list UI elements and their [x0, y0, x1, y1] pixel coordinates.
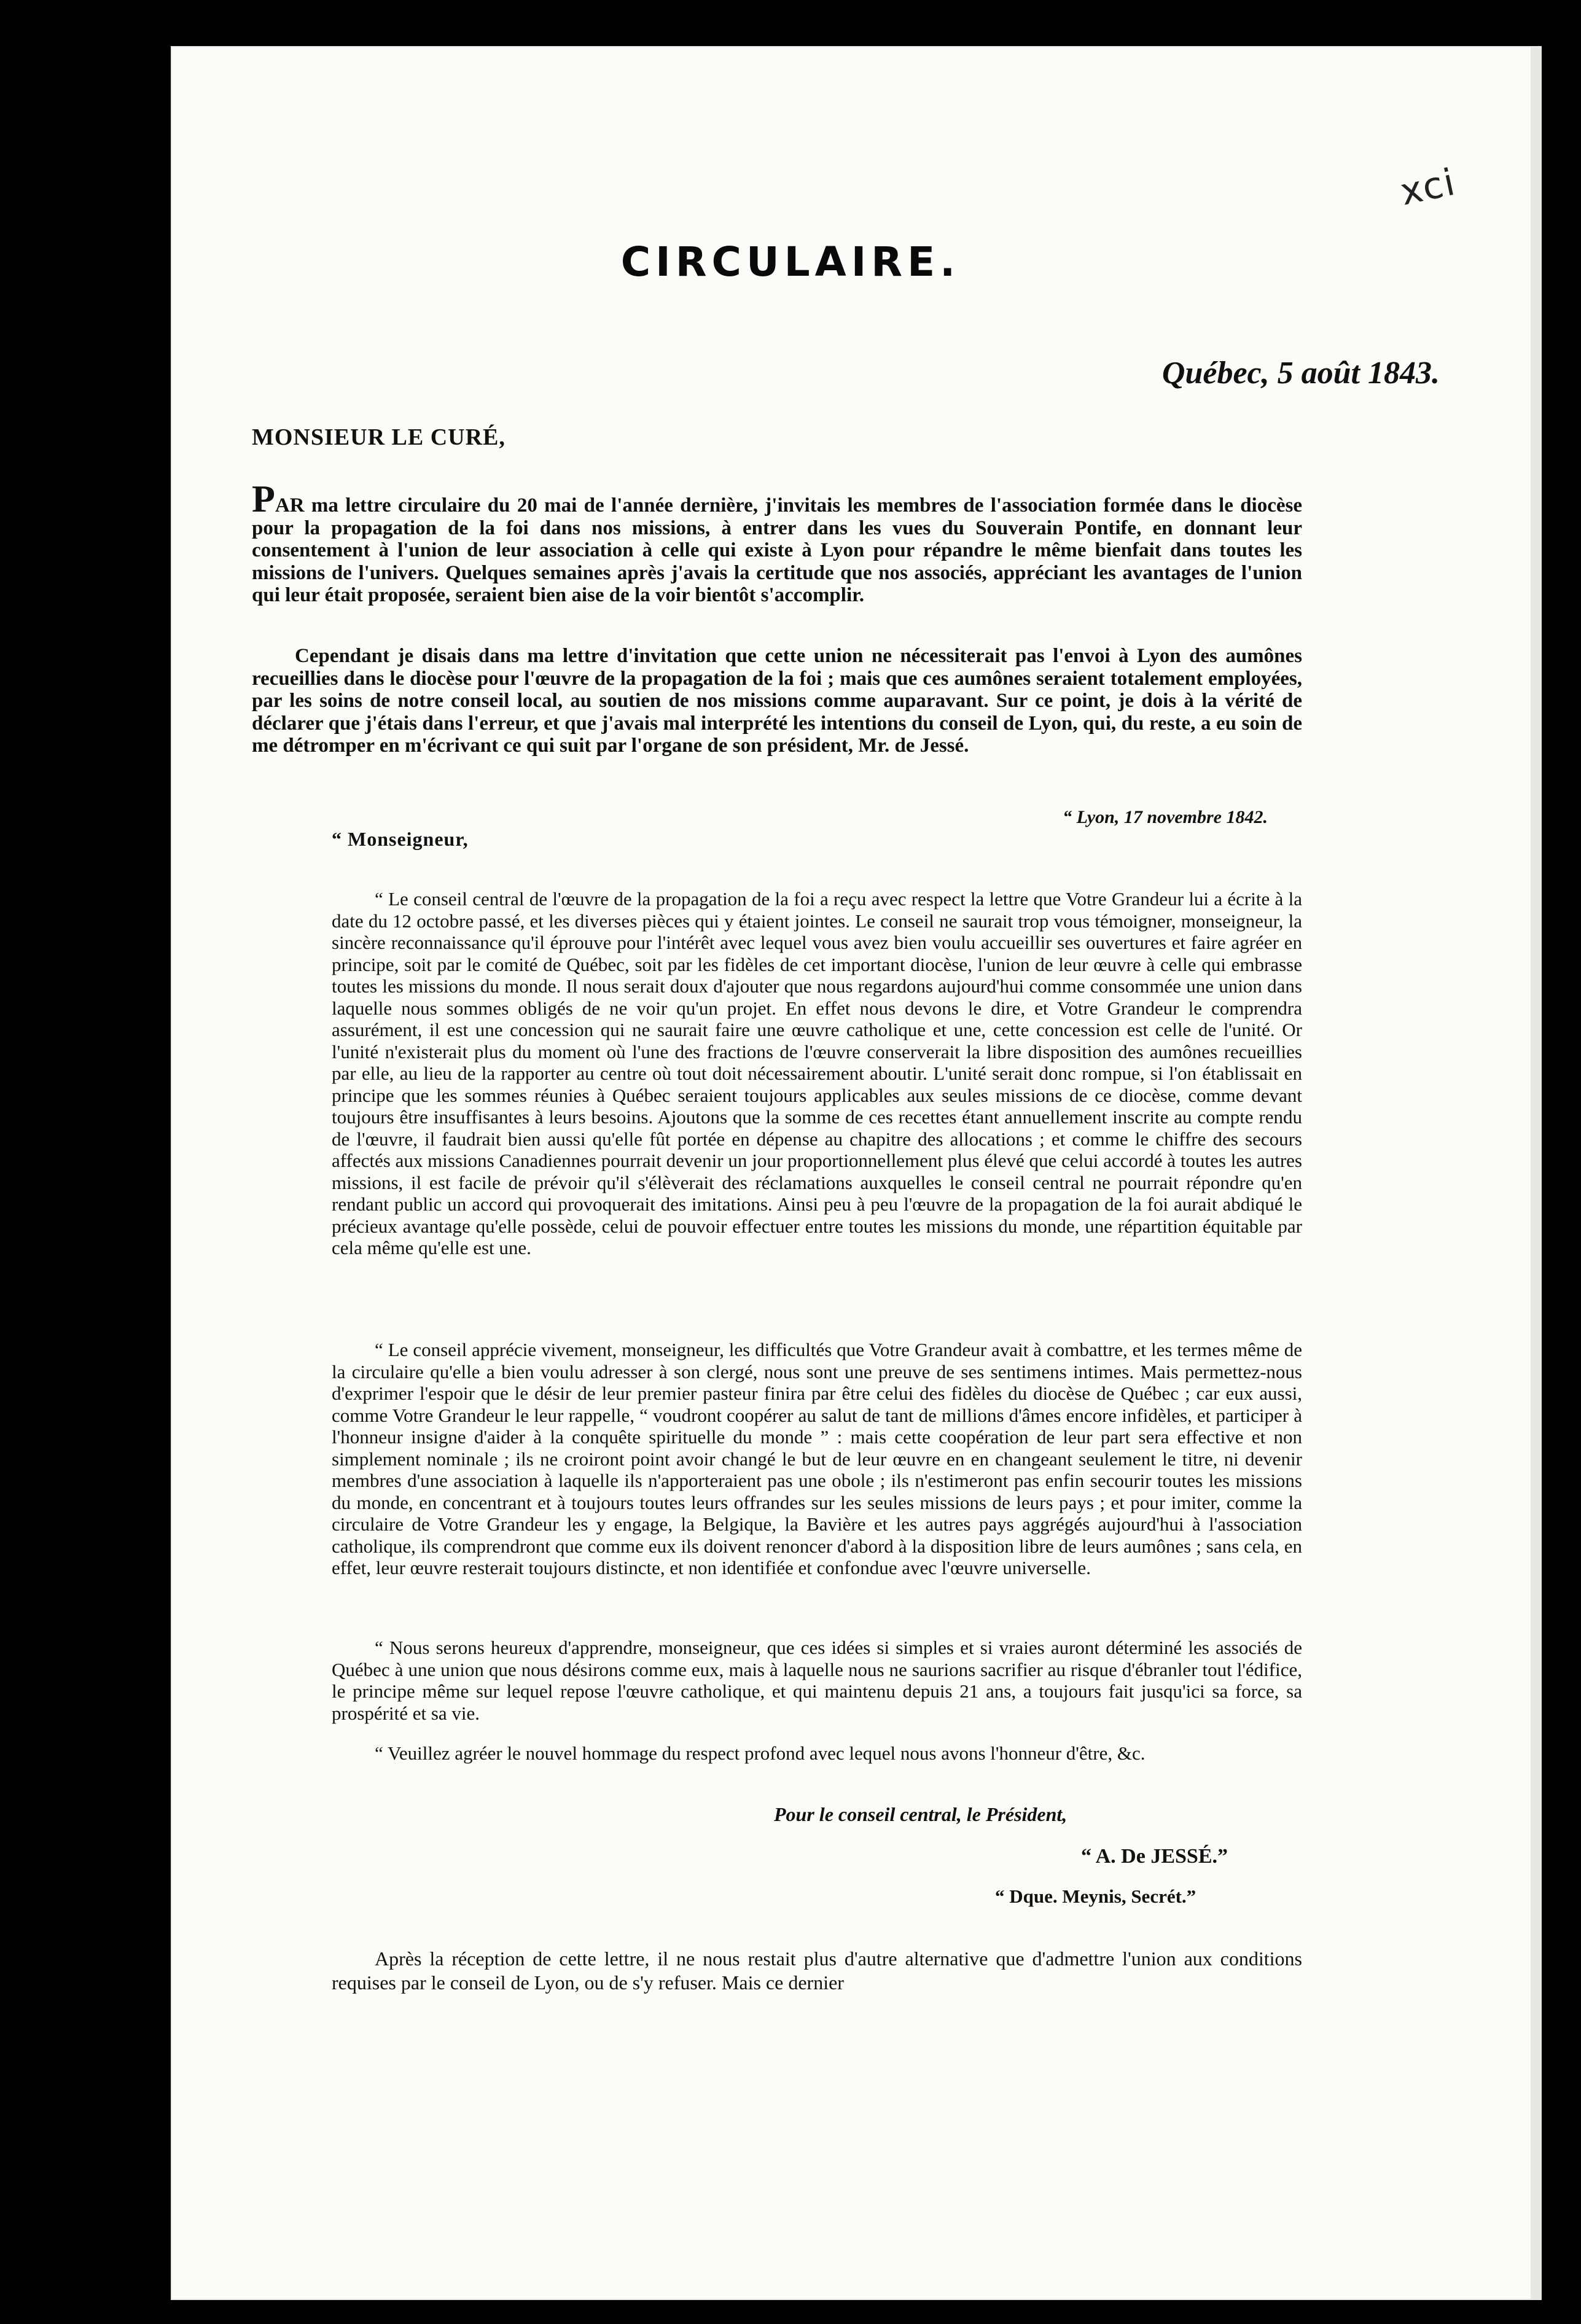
paragraph-2: Cependant je disais dans ma lettre d'invitation que cette union ne nécessiterait pas l'envoi à Lyon des aumônes recueillies dans le diocèse pour l'œuvre de la propagation de la foi ; mais que ces aumônes seraient totalement employées, par les soins de notre conseil local, au soutien de nos missions comme auparavant. Sur ce point, je dois à la vérité de déclarer que j'étais dans l'erreur, et que j'avais mal interprété les intentions du conseil de Lyon, qui, du reste, a eu soin de me détromper en m'écrivant ce qui suit par l'organe de son président, Mr. de Jessé.	[252, 645, 1302, 757]
letter-date: “ Lyon, 17 novembre 1842.	[1063, 807, 1268, 827]
page-edge	[1531, 46, 1542, 2300]
letter-paragraph-1: “ Le conseil central de l'œuvre de la propagation de la foi a reçu avec respect la lettre que Votre Grandeur lui a écrite à la date du 12 octobre passé, et les diverses pièces qui y étaient jointes. Le conseil ne saurait trop vous témoigner, monseigneur, la sincère reconnaissance qu'il éprouve pour l'intérêt avec lequel vous avez bien voulu accueillir ses ouvertures et faire agréer en principe, soit par le comité de Québec, soit par les fidèles de cet important diocèse, l'union de leur œuvre à celle qui embrasse toutes les missions du monde. Il nous serait doux d'ajouter que nous regardons aujourd'hui comme consommée une union dans laquelle nous sommes obligés de ne voir qu'un projet. En effet nous devons le dire, et Votre Grandeur le comprendra assurément, il est une concession qui ne saurait faire une œuvre catholique et une, cette concession est celle de l'unité. Or l'unité n'existerait plus du moment où l'une des fractions de l'œuvre conserverait la libre disposition des aumônes recueillies par elle, au lieu de la rapporter au centre où tout doit nécessairement aboutir. L'unité serait donc rompue, si l'on établissait en principe que les sommes réunies à Québec seraient toujours applicables aux seules missions de ce diocèse, comme devant toujours être insuffisantes à leurs besoins. Ajoutons que la somme de ces recettes étant annuellement inscrite au compte rendu de l'œuvre, il faudrait bien aussi qu'elle fût portée en dépense au chapitre des allocations ; et comme le chiffre des secours affectés aux missions Canadiennes pourrait devenir un jour proportionnellement plus élevé que celui accordé à toutes les autres missions, il est facile de prévoir qu'il s'élèverait des réclamations auxquelles le conseil central ne pourrait répondre qu'en rendant public un accord qui provoquerait des imitations. Ainsi peu à peu l'œuvre de la propagation de la foi aurait abdiqué le précieux avantage qu'elle possède, celui de pouvoir effectuer entre toutes les missions du monde, une répartition équitable par cela même qu'elle est une.	[332, 888, 1302, 1258]
page-title: CIRCULAIRE.	[620, 238, 961, 286]
letter-paragraph-4: “ Veuillez agréer le nouvel hommage du respect profond avec lequel nous avons l'honneur d'être, &c.	[375, 1742, 1146, 1764]
letter-salutation: “ Monseigneur,	[332, 828, 469, 850]
letter-paragraph-3: “ Nous serons heureux d'apprendre, monseigneur, que ces idées si simples et si vraies auront déterminé les associés de Québec à une union que nous désirons comme eux, mais à laquelle nous ne saurions sacrifier au risque d'ébranler tout l'édifice, le principe même sur lequel repose l'œuvre catholique, et qui maintenu depuis 21 ans, a toujours fait jusqu'ici sa force, sa prospérité et sa vie.	[332, 1637, 1302, 1724]
paragraph-1: PAR ma lettre circulaire du 20 mai de l'année dernière, j'invitais les membres de l'association formée dans le diocèse pour la propagation de la foi dans nos missions, à entrer dans les vues du Souverain Pontife, en donnant leur consentement à l'union de leur association à celle qui existe à Lyon pour répandre le même bienfait dans toutes les missions de l'univers. Quelques semaines après j'avais la certitude que nos associés, appréciant les avantages de l'union qui leur était proposée, seraient bien aise de la voir bientôt s'accomplir.	[252, 478, 1302, 606]
secretary-signature: “ Dque. Meynis, Secrét.”	[995, 1885, 1196, 1907]
letter-paragraph-2: “ Le conseil apprécie vivement, monseigneur, les difficultés que Votre Grandeur avait à combattre, et les termes même de la circulaire qu'elle a bien voulu adresser à son clergé, nous sont une preuve de ses sentimens intimes. Mais permettez-nous d'exprimer l'espoir que le désir de leur premier pasteur finira par être celui des fidèles du diocèse de Québec ; car eux aussi, comme Votre Grandeur le leur rappelle, “ voudront coopérer au salut de tant de millions d'âmes encore infidèles, et participer à l'honneur insigne d'aider à la conquête spirituelle du monde ” : mais cette coopération de leur part sera effective et non simplement nominale ; ils ne croiront point avoir changé le but de leur œuvre en en changeant seulement le titre, ni devenir membres d'une association à laquelle ils n'apporteraient pas une obole ; ils n'estimeront pas enfin secourir toutes les missions du monde, en concentrant et à toujours toutes leurs offrandes sur les seules missions de leurs pays ; et pour imiter, comme la circulaire de Votre Grandeur les y engage, la Belgique, la Bavière et les autres pays aggrégés aujourd'hui à l'association catholique, ils comprendront que comme eux ils doivent renoncer d'abord à la disposition libre de leurs aumônes ; sans cela, en effet, leur œuvre resterait toujours distincte, et non identifiée et confondue avec l'œuvre universelle.	[332, 1339, 1302, 1578]
signature-name: “ A. De JESSÉ.”	[1081, 1845, 1228, 1868]
handwritten-annotation: xci	[1396, 160, 1460, 214]
dateline: Québec, 5 août 1843.	[1161, 356, 1440, 391]
closing-paragraph: Après la réception de cette lettre, il ne nous restait plus d'autre alternative que d'admettre l'union aux conditions requises par le conseil de Lyon, ou de s'y refuser. Mais ce dernier	[332, 1948, 1302, 1994]
salutation: MONSIEUR LE CURÉ,	[252, 424, 506, 450]
signature-line: Pour le conseil central, le Président,	[774, 1803, 1068, 1825]
